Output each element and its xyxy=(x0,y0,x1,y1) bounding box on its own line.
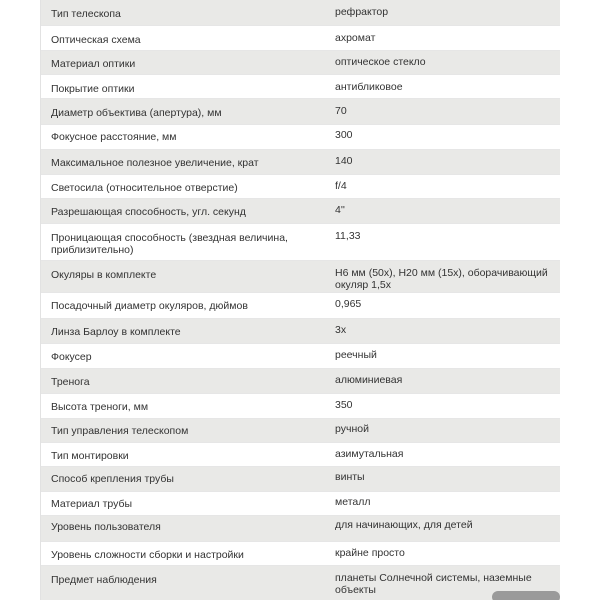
spec-name: Посадочный диаметр окуляров, дюймов xyxy=(51,300,248,312)
spec-row xyxy=(41,261,560,293)
spec-value: металл xyxy=(335,496,371,508)
spec-row xyxy=(41,542,560,566)
spec-row xyxy=(41,51,560,75)
spec-value: для начинающих, для детей xyxy=(335,519,473,531)
spec-value: 3x xyxy=(335,324,347,336)
spec-row xyxy=(41,467,560,492)
spec-row xyxy=(41,516,560,542)
spec-row xyxy=(41,99,560,125)
spec-value: 0,965 xyxy=(335,298,362,310)
specifications-table xyxy=(40,0,559,600)
spec-row xyxy=(41,394,560,419)
spec-row xyxy=(41,293,560,319)
spec-row xyxy=(41,175,560,199)
spec-name: Проницающая способность (звездная величина, приблизительно) xyxy=(51,232,288,256)
spec-value: антибликовое xyxy=(335,81,403,93)
scrollbar-thumb[interactable] xyxy=(492,591,560,600)
spec-value: 350 xyxy=(335,399,353,411)
spec-name: Тип управления телескопом xyxy=(51,425,189,437)
spec-row xyxy=(41,369,560,394)
spec-row xyxy=(41,566,560,600)
spec-row xyxy=(41,419,560,443)
spec-value: алюминиевая xyxy=(335,374,403,386)
spec-row xyxy=(41,492,560,516)
spec-name: Уровень сложности сборки и настройки xyxy=(51,549,244,561)
spec-value: рефрактор xyxy=(335,6,389,18)
spec-row xyxy=(41,319,560,344)
spec-value: H6 мм (50x), H20 мм (15x), оборачивающий окуляр 1,5x xyxy=(335,267,548,291)
spec-row xyxy=(41,443,560,467)
spec-row xyxy=(41,150,560,175)
spec-value: реечный xyxy=(335,349,377,361)
spec-name: Предмет наблюдения xyxy=(51,574,157,586)
spec-row xyxy=(41,0,560,26)
spec-value: 4'' xyxy=(335,204,345,216)
spec-name: Максимальное полезное увеличение, крат xyxy=(51,157,259,169)
spec-name: Окуляры в комплекте xyxy=(51,269,157,281)
spec-name: Способ крепления трубы xyxy=(51,473,174,485)
spec-name: Фокусер xyxy=(51,351,92,363)
spec-value: оптическое стекло xyxy=(335,56,426,68)
spec-name: Уровень пользователя xyxy=(51,521,161,533)
spec-name: Материал трубы xyxy=(51,498,133,510)
spec-row xyxy=(41,75,560,99)
spec-name: Тип телескопа xyxy=(51,8,121,20)
spec-value: 300 xyxy=(335,129,353,141)
spec-row xyxy=(41,26,560,51)
spec-value: 140 xyxy=(335,155,353,167)
spec-value: планеты Солнечной системы, наземные объекты xyxy=(335,572,532,596)
spec-value: f/4 xyxy=(335,180,347,192)
spec-name: Разрешающая способность, угл. секунд xyxy=(51,206,246,218)
spec-row xyxy=(41,344,560,369)
spec-row xyxy=(41,224,560,261)
spec-name: Фокусное расстояние, мм xyxy=(51,131,177,143)
spec-name: Тип монтировки xyxy=(51,450,129,462)
spec-name: Светосила (относительное отверстие) xyxy=(51,182,238,194)
spec-value: крайне просто xyxy=(335,547,405,559)
spec-value: 11,33 xyxy=(335,230,361,242)
spec-name: Высота треноги, мм xyxy=(51,401,149,413)
spec-name: Материал оптики xyxy=(51,58,136,70)
spec-value: азимутальная xyxy=(335,448,404,460)
spec-name: Диаметр объектива (апертура), мм xyxy=(51,107,222,119)
spec-name: Тренога xyxy=(51,376,90,388)
spec-row xyxy=(41,199,560,224)
spec-name: Оптическая схема xyxy=(51,34,141,46)
spec-name: Линза Барлоу в комплекте xyxy=(51,326,181,338)
spec-name: Покрытие оптики xyxy=(51,83,135,95)
spec-value: 70 xyxy=(335,105,347,117)
spec-row xyxy=(41,125,560,150)
spec-value: ахромат xyxy=(335,32,376,44)
spec-value: винты xyxy=(335,471,365,483)
spec-value: ручной xyxy=(335,423,369,435)
